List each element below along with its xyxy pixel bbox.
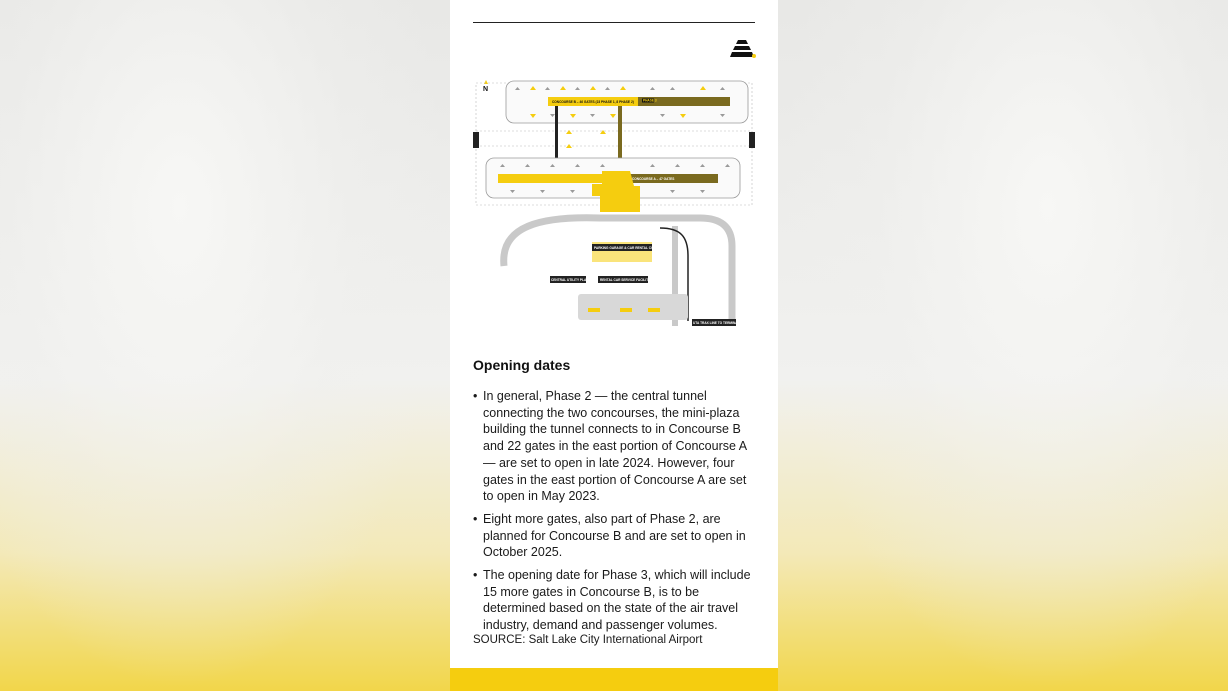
- bullet-text: Eight more gates, also part of Phase 2, are planned for Concourse B and are set to open in October 2025.: [483, 511, 746, 560]
- infographic-card: [450, 0, 778, 691]
- airport-map: [470, 76, 760, 340]
- lot-marker: [648, 308, 660, 312]
- concourse-b-phase-label: PHASE 3: [643, 98, 657, 103]
- top-divider: [473, 22, 755, 23]
- bullet-marker: •: [473, 568, 478, 583]
- utility-label: CENTRAL UTILITY PLANT: [551, 278, 591, 282]
- source-line: SOURCE: Salt Lake City International Airport: [473, 634, 703, 646]
- list-item: [473, 511, 758, 561]
- footer-accent-bar: [450, 668, 778, 691]
- rental-car-lot: [578, 294, 688, 320]
- list-item: [473, 567, 758, 634]
- taxiway-aircraft: [566, 130, 606, 148]
- north-arrow-icon: [484, 80, 488, 84]
- concourse-b-label: CONCOURSE B – 46 GATES (23 PHASE 1, 8 PHASE 2): [552, 100, 634, 104]
- rental-car-label: RENTAL CAR SERVICE FACILITIES: [600, 278, 654, 282]
- runway-sign-left: [473, 132, 479, 148]
- lot-marker: [588, 308, 600, 312]
- trax-label: UTA TRAX LINE TO TERMINAL: [693, 321, 740, 325]
- bullet-text: The opening date for Phase 3, which will include 15 more gates in Concourse B, is to be determined based on the state of the air travel industry, demand and passenger volumes.: [483, 568, 751, 633]
- list-item: [473, 388, 758, 505]
- section-heading: Opening dates: [473, 357, 571, 373]
- bullet-text: In general, Phase 2 — the central tunnel connecting the two concourses, the mini-plaza building the tunnel connects to in Concourse B and 22 gates in the east portion of Concourse A — are set to open in late 2024. However, four gates in the east portion of Concourse A are set to open in May 2023.: [483, 389, 747, 504]
- runway-sign-right: [749, 132, 755, 148]
- bullet-list: [473, 388, 758, 640]
- bullet-marker: •: [473, 389, 478, 403]
- publisher-logo-icon: [728, 38, 756, 60]
- north-label: N: [483, 86, 489, 93]
- lot-marker: [620, 308, 632, 312]
- bullet-marker: •: [473, 511, 478, 526]
- background-left: [0, 0, 450, 691]
- parking-label: PARKING GARAGE & CAR RENTAL COUNTERS: [594, 246, 667, 250]
- concourse-a-label: CONCOURSE A – 47 GATES: [632, 177, 675, 181]
- background-right: [778, 0, 1228, 691]
